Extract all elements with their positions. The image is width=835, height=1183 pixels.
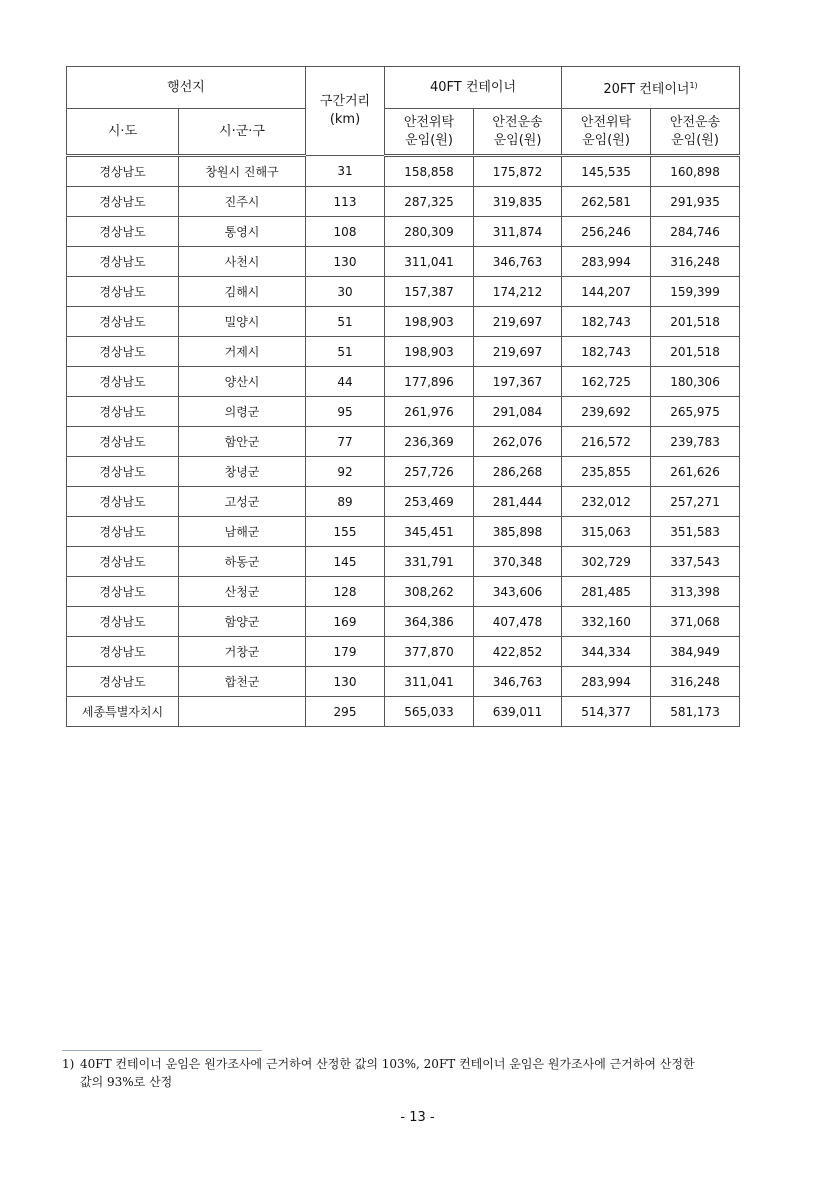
cell-20ft-consign: 344,334: [562, 637, 651, 667]
cell-sigungu: 하동군: [179, 547, 306, 577]
cell-20ft-transport: 265,975: [651, 397, 740, 427]
cell-40ft-consign: 236,369: [385, 427, 474, 457]
cell-distance: 44: [306, 367, 385, 397]
table-row: [67, 367, 740, 397]
cell-20ft-transport: 180,306: [651, 367, 740, 397]
cell-sigungu: 사천시: [179, 247, 306, 277]
cell-20ft-transport: 284,746: [651, 217, 740, 247]
cell-20ft-transport: 201,518: [651, 307, 740, 337]
cell-sido: 세종특별자치시: [67, 697, 179, 727]
cell-sido: 경상남도: [67, 577, 179, 607]
table-row: [67, 637, 740, 667]
page-number: - 13 -: [400, 1110, 435, 1125]
cell-40ft-consign: 158,858: [385, 156, 474, 187]
cell-sido: 경상남도: [67, 337, 179, 367]
cell-sigungu: 밀양시: [179, 307, 306, 337]
cell-40ft-transport: 407,478: [474, 607, 562, 637]
cell-sido: 경상남도: [67, 217, 179, 247]
cell-40ft-consign: 157,387: [385, 277, 474, 307]
header-20ft-consign-l1: 안전위탁: [580, 114, 632, 130]
cell-40ft-consign: 253,469: [385, 487, 474, 517]
cell-20ft-consign: 232,012: [562, 487, 651, 517]
header-40ft-consign-l2: 운임(원): [405, 132, 453, 148]
header-sido: 시·도: [67, 109, 179, 156]
cell-20ft-consign: 332,160: [562, 607, 651, 637]
table-row: [67, 427, 740, 457]
cell-sigungu: 산청군: [179, 577, 306, 607]
header-40ft-consign: [385, 109, 474, 156]
footnote-text-2: 값의 93%로 산정: [80, 1075, 173, 1089]
cell-40ft-transport: 346,763: [474, 247, 562, 277]
cell-distance: 145: [306, 547, 385, 577]
table-row: [67, 156, 740, 187]
cell-sigungu: 창녕군: [179, 457, 306, 487]
cell-20ft-transport: 316,248: [651, 667, 740, 697]
freight-rate-table: [66, 66, 740, 727]
cell-distance: 92: [306, 457, 385, 487]
cell-40ft-transport: 174,212: [474, 277, 562, 307]
cell-40ft-consign: 364,386: [385, 607, 474, 637]
header-distance: [306, 67, 385, 156]
cell-40ft-consign: 257,726: [385, 457, 474, 487]
footnote: [62, 1055, 742, 1091]
cell-20ft-transport: 581,173: [651, 697, 740, 727]
cell-20ft-consign: 315,063: [562, 517, 651, 547]
cell-20ft-consign: 182,743: [562, 307, 651, 337]
cell-sido: 경상남도: [67, 156, 179, 187]
table-row: [67, 277, 740, 307]
cell-20ft-transport: 261,626: [651, 457, 740, 487]
cell-40ft-transport: 175,872: [474, 156, 562, 187]
footnote-text-1: 40FT 컨테이너 운임은 원가조사에 근거하여 산정한 값의 103%, 20FT 컨테이너 운임은 원가조사에 근거하여 산정한: [80, 1057, 695, 1071]
table-row: [67, 247, 740, 277]
header-40ft-consign-l1: 안전위탁: [403, 114, 455, 130]
cell-40ft-transport: 286,268: [474, 457, 562, 487]
cell-distance: 130: [306, 247, 385, 277]
cell-40ft-consign: 377,870: [385, 637, 474, 667]
header-distance-line2: (km): [329, 112, 361, 127]
cell-sigungu: 고성군: [179, 487, 306, 517]
cell-sido: 경상남도: [67, 187, 179, 217]
cell-20ft-transport: 291,935: [651, 187, 740, 217]
cell-20ft-consign: 235,855: [562, 457, 651, 487]
header-sigungu: 시·군·구: [179, 109, 306, 156]
table-row: [67, 217, 740, 247]
table-row: [67, 577, 740, 607]
cell-20ft-transport: 239,783: [651, 427, 740, 457]
cell-20ft-consign: 514,377: [562, 697, 651, 727]
cell-40ft-consign: 308,262: [385, 577, 474, 607]
cell-40ft-consign: 345,451: [385, 517, 474, 547]
table-row: [67, 517, 740, 547]
cell-sido: 경상남도: [67, 307, 179, 337]
cell-20ft-consign: 182,743: [562, 337, 651, 367]
footnote-divider: [62, 1050, 262, 1051]
table-row: [67, 667, 740, 697]
header-40ft-transport: [474, 109, 562, 156]
footnote-line1: [62, 1055, 742, 1073]
cell-distance: 51: [306, 337, 385, 367]
cell-20ft-consign: 256,246: [562, 217, 651, 247]
cell-distance: 130: [306, 667, 385, 697]
table-row: [67, 307, 740, 337]
cell-distance: 179: [306, 637, 385, 667]
cell-distance: 95: [306, 397, 385, 427]
header-row-sub: [67, 109, 740, 156]
table-row: [67, 607, 740, 637]
cell-distance: 155: [306, 517, 385, 547]
cell-20ft-consign: 302,729: [562, 547, 651, 577]
cell-20ft-transport: 316,248: [651, 247, 740, 277]
cell-sigungu: 양산시: [179, 367, 306, 397]
cell-20ft-consign: 262,581: [562, 187, 651, 217]
header-distance-line1: 구간거리: [319, 94, 371, 109]
cell-40ft-consign: 177,896: [385, 367, 474, 397]
cell-40ft-consign: 331,791: [385, 547, 474, 577]
cell-sigungu: 진주시: [179, 187, 306, 217]
cell-40ft-transport: 639,011: [474, 697, 562, 727]
cell-sigungu: 거창군: [179, 637, 306, 667]
table-row: [67, 187, 740, 217]
cell-40ft-transport: 422,852: [474, 637, 562, 667]
cell-20ft-transport: 201,518: [651, 337, 740, 367]
cell-sido: 경상남도: [67, 457, 179, 487]
table-row: [67, 697, 740, 727]
cell-20ft-consign: 144,207: [562, 277, 651, 307]
header-20ft-label: 20FT 컨테이너: [603, 81, 690, 97]
cell-sido: 경상남도: [67, 667, 179, 697]
cell-sigungu: 함양군: [179, 607, 306, 637]
header-20ft-transport-l1: 안전운송: [669, 114, 721, 130]
cell-40ft-transport: 291,084: [474, 397, 562, 427]
cell-sigungu: 의령군: [179, 397, 306, 427]
cell-sido: 경상남도: [67, 547, 179, 577]
cell-sido: 경상남도: [67, 517, 179, 547]
header-20ft-consign-l2: 운임(원): [582, 132, 630, 148]
cell-20ft-consign: 239,692: [562, 397, 651, 427]
cell-sigungu: 창원시 진해구: [179, 156, 306, 187]
table-body: [67, 156, 740, 727]
cell-distance: 113: [306, 187, 385, 217]
cell-40ft-consign: 311,041: [385, 667, 474, 697]
cell-sido: 경상남도: [67, 487, 179, 517]
cell-sido: 경상남도: [67, 427, 179, 457]
header-20ft: [562, 67, 740, 109]
table-row: [67, 487, 740, 517]
cell-20ft-consign: 145,535: [562, 156, 651, 187]
header-40ft-transport-l1: 안전운송: [492, 114, 543, 130]
cell-sigungu: 남해군: [179, 517, 306, 547]
table-row: [67, 547, 740, 577]
cell-distance: 31: [306, 156, 385, 187]
cell-20ft-consign: 281,485: [562, 577, 651, 607]
cell-40ft-consign: 311,041: [385, 247, 474, 277]
cell-20ft-consign: 216,572: [562, 427, 651, 457]
header-40ft: 40FT 컨테이너: [385, 67, 562, 109]
cell-distance: 108: [306, 217, 385, 247]
cell-40ft-transport: 311,874: [474, 217, 562, 247]
cell-20ft-transport: 257,271: [651, 487, 740, 517]
cell-40ft-consign: 565,033: [385, 697, 474, 727]
cell-distance: 89: [306, 487, 385, 517]
cell-20ft-transport: 384,949: [651, 637, 740, 667]
cell-40ft-consign: 198,903: [385, 337, 474, 367]
cell-40ft-transport: 319,835: [474, 187, 562, 217]
cell-sido: 경상남도: [67, 607, 179, 637]
cell-sido: 경상남도: [67, 277, 179, 307]
cell-40ft-consign: 261,976: [385, 397, 474, 427]
cell-distance: 128: [306, 577, 385, 607]
cell-sido: 경상남도: [67, 397, 179, 427]
cell-distance: 51: [306, 307, 385, 337]
header-20ft-transport-l2: 운임(원): [671, 132, 719, 148]
cell-20ft-transport: 371,068: [651, 607, 740, 637]
table-row: [67, 337, 740, 367]
header-20ft-consign: [562, 109, 651, 156]
footnote-number: 1): [62, 1057, 75, 1071]
header-row-top: [67, 67, 740, 109]
cell-distance: 295: [306, 697, 385, 727]
cell-20ft-consign: 283,994: [562, 247, 651, 277]
cell-sigungu: 합천군: [179, 667, 306, 697]
cell-sigungu: 함안군: [179, 427, 306, 457]
cell-sido: 경상남도: [67, 637, 179, 667]
header-destination: 행선지: [67, 67, 306, 109]
cell-distance: 169: [306, 607, 385, 637]
cell-distance: 77: [306, 427, 385, 457]
footnote-ref-1: 1): [689, 80, 698, 90]
cell-40ft-transport: 385,898: [474, 517, 562, 547]
cell-sido: 경상남도: [67, 367, 179, 397]
cell-40ft-transport: 197,367: [474, 367, 562, 397]
cell-20ft-transport: 159,399: [651, 277, 740, 307]
cell-40ft-transport: 262,076: [474, 427, 562, 457]
cell-40ft-consign: 280,309: [385, 217, 474, 247]
cell-40ft-transport: 370,348: [474, 547, 562, 577]
cell-20ft-transport: 351,583: [651, 517, 740, 547]
cell-40ft-transport: 343,606: [474, 577, 562, 607]
table-row: [67, 397, 740, 427]
cell-sigungu: 김해시: [179, 277, 306, 307]
cell-40ft-consign: 287,325: [385, 187, 474, 217]
cell-sigungu: 거제시: [179, 337, 306, 367]
header-20ft-transport: [651, 109, 740, 156]
cell-20ft-transport: 313,398: [651, 577, 740, 607]
cell-40ft-transport: 219,697: [474, 307, 562, 337]
cell-sigungu: 통영시: [179, 217, 306, 247]
cell-distance: 30: [306, 277, 385, 307]
cell-20ft-consign: 162,725: [562, 367, 651, 397]
cell-20ft-transport: 337,543: [651, 547, 740, 577]
cell-20ft-transport: 160,898: [651, 156, 740, 187]
table-row: [67, 457, 740, 487]
cell-40ft-transport: 346,763: [474, 667, 562, 697]
cell-sido: 경상남도: [67, 247, 179, 277]
cell-40ft-transport: 219,697: [474, 337, 562, 367]
cell-20ft-consign: 283,994: [562, 667, 651, 697]
cell-40ft-consign: 198,903: [385, 307, 474, 337]
cell-40ft-transport: 281,444: [474, 487, 562, 517]
header-40ft-transport-l2: 운임(원): [493, 132, 542, 148]
cell-sigungu: [179, 697, 306, 727]
